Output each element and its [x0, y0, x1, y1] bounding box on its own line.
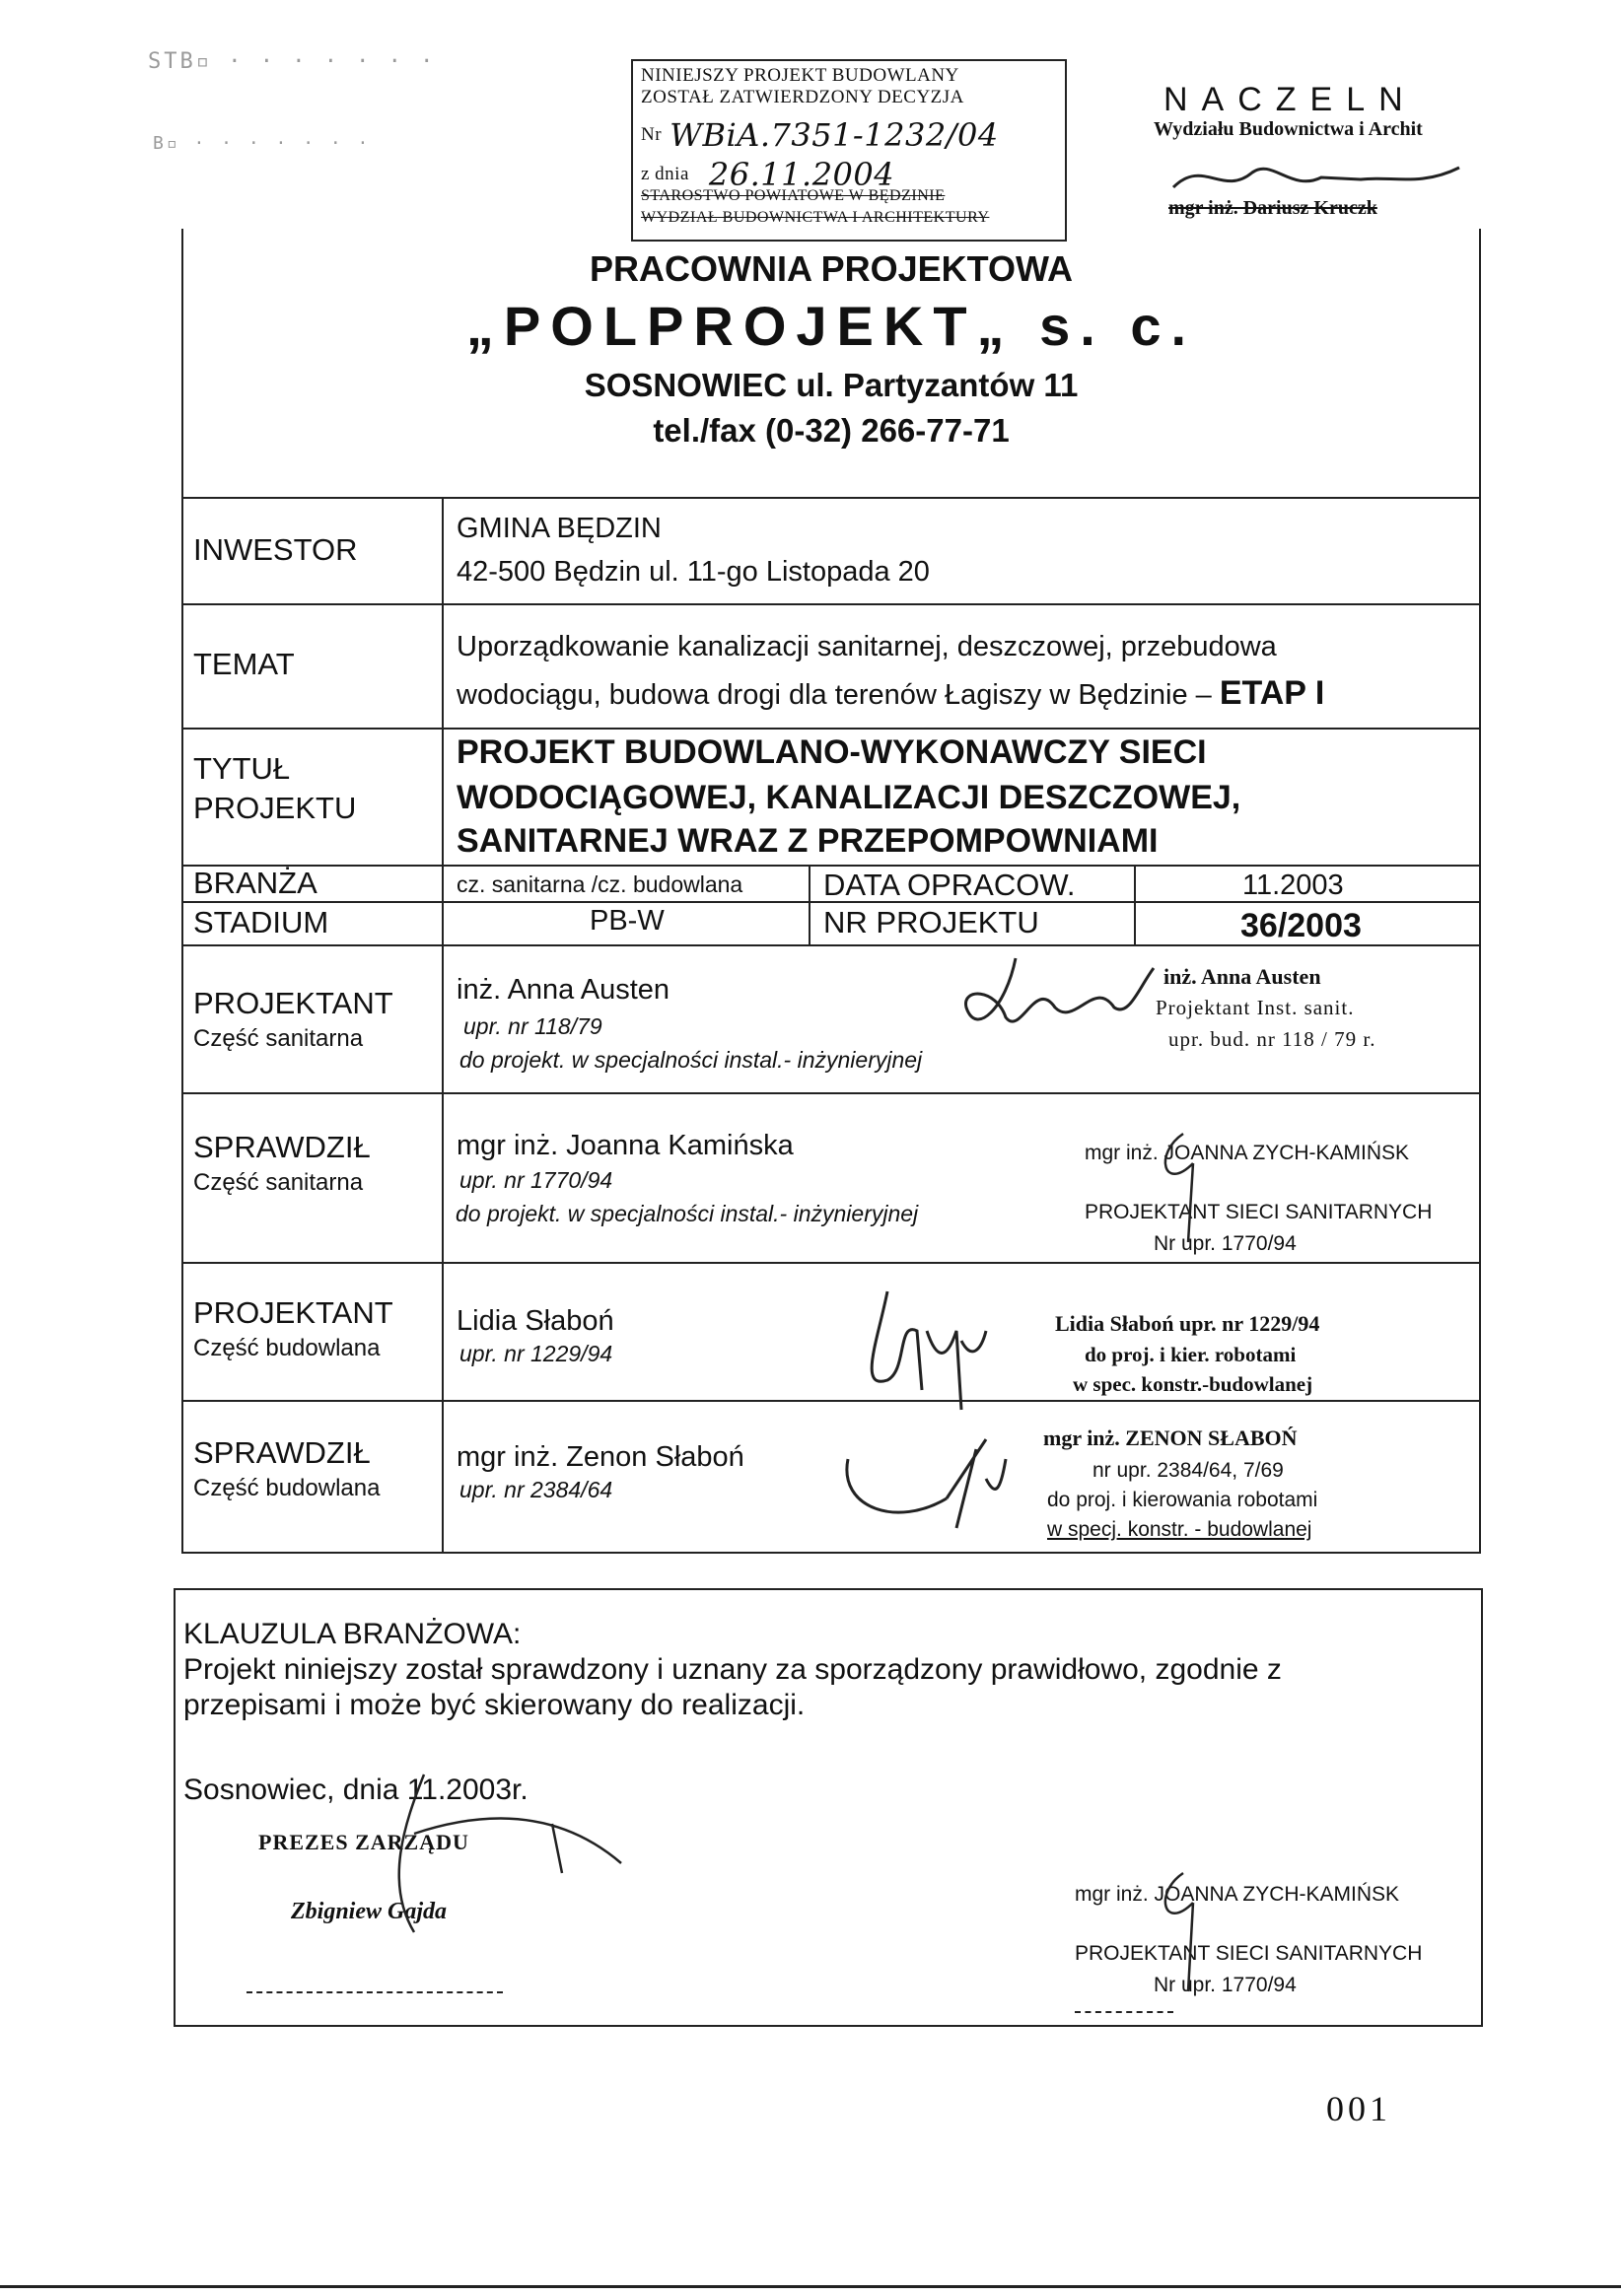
table-divider [181, 1400, 1481, 1402]
nr-projektu-value: 36/2003 [1240, 907, 1362, 944]
branza-value: cz. sanitarna /cz. budowlana [457, 871, 743, 897]
approval-stamp [631, 59, 1067, 242]
company-name: „POLPROJEKT„ s. c. [465, 295, 1197, 357]
person-role: SPRAWDZIŁ [193, 1435, 371, 1470]
clause-stamp-line: PROJEKTANT SIECI SANITARNYCH [1075, 1942, 1423, 1965]
table-divider [181, 865, 1481, 867]
person-stamp-line: PROJEKTANT SIECI SANITARNYCH [1085, 1201, 1433, 1223]
person-part: Część sanitarna [193, 1169, 364, 1196]
clause-title: KLAUZULA BRANŻOWA: [183, 1618, 522, 1650]
table-divider [181, 1092, 1481, 1094]
tytul-line-3: SANITARNEJ WRAZ Z PRZEPOMPOWNIAMI [457, 822, 1159, 860]
table-divider [181, 1552, 1481, 1554]
column-divider [809, 865, 810, 944]
clause-president-name: Zbigniew Gajda [291, 1899, 448, 1924]
header-right-name [1168, 197, 1377, 220]
nr-projektu-label: NR PROJEKTU [823, 905, 1039, 939]
faded-smudge: B▫ · · · · · · · [153, 133, 372, 154]
signature-icon [848, 1282, 1006, 1420]
person-stamp-line: upr. bud. nr 118 / 79 r. [1168, 1027, 1376, 1051]
person-stamp-line: Projektant Inst. sanit. [1156, 996, 1355, 1019]
signature-icon [947, 948, 1183, 1067]
stamp-date-label: z dnia [641, 164, 689, 184]
inwestor-address: 42-500 Będzin ul. 11-go Listopada 20 [457, 556, 930, 588]
temat-etap: ETAP I [1219, 674, 1325, 712]
person-role: PROJEKTANT [193, 986, 393, 1020]
signature-icon [1134, 1124, 1242, 1252]
person-name: Lidia Słaboń [457, 1305, 614, 1337]
tytul-line-2: WODOCIĄGOWEJ, KANALIZACJI DESZCZOWEJ, [457, 779, 1241, 816]
person-stamp-line: mgr inż. ZENON SŁABOŃ [1043, 1426, 1298, 1450]
person-upr: upr. nr 2384/64 [459, 1477, 613, 1502]
stamp-line-1: NINIEJSZY PROJEKT BUDOWLANY [641, 65, 959, 86]
person-stamp-line: nr upr. 2384/64, 7/69 [1092, 1459, 1284, 1482]
person-name: mgr inż. Joanna Kamińska [457, 1130, 794, 1161]
stamp-office-2: WYDZIAŁ BUDOWNICTWA I ARCHITEKTURY [641, 209, 990, 226]
temat-label: TEMAT [193, 647, 295, 681]
faded-smudge: STB▫ · · · · · · · [148, 49, 437, 74]
company-address: SOSNOWIEC ul. Partyzantów 11 [584, 367, 1079, 403]
person-spec: do projekt. w specjalności instal.- inżynieryjnej [459, 1047, 923, 1073]
stamp-line-2: ZOSTAŁ ZATWIERDZONY DECYZJA [641, 87, 964, 107]
company-phone: tel./fax (0-32) 266-77-71 [653, 412, 1010, 449]
clause-stamp-line: Nr upr. 1770/94 [1154, 1974, 1297, 1996]
bottom-rule [0, 2285, 1621, 2288]
table-divider [181, 1262, 1481, 1264]
inwestor-name: GMINA BĘDZIN [457, 513, 662, 544]
temat-line-2: wodociągu, budowa drogi dla terenów Łagiszy w Będzinie – [457, 679, 1212, 711]
temat-line-2-wrap [457, 674, 1324, 713]
table-divider [181, 497, 1481, 499]
person-name: mgr inż. Zenon Słaboń [457, 1441, 744, 1473]
person-stamp-line: w spec. konstr.-budowlanej [1073, 1372, 1313, 1396]
clause-line-2: przepisami i może być skierowany do realizacji. [183, 1689, 806, 1721]
person-stamp-line: w specj. konstr. - budowlanej [1047, 1518, 1312, 1541]
person-stamp-line: inż. Anna Austen [1163, 964, 1321, 989]
signature-icon [1134, 1863, 1242, 2001]
column-divider [442, 497, 444, 1552]
person-part: Część budowlana [193, 1475, 381, 1501]
temat-line-1: Uporządkowanie kanalizacji sanitarnej, deszczowej, przebudowa [457, 631, 1277, 662]
person-role: SPRAWDZIŁ [193, 1130, 371, 1164]
person-role: PROJEKTANT [193, 1295, 393, 1330]
column-divider [1134, 865, 1136, 944]
stamp-nr-value: WBiA.7351-1232/04 [670, 116, 999, 154]
table-divider [181, 728, 1481, 730]
clause-place-date: Sosnowiec, dnia 11.2003r. [183, 1774, 529, 1806]
tytul-label-1: TYTUŁ [193, 751, 291, 786]
clause-stamp-line: mgr inż. JOANNA ZYCH-KAMIŃSK [1075, 1883, 1400, 1906]
header-right-name-text: mgr inż. Dariusz Kruczk [1168, 197, 1377, 219]
inwestor-label: INWESTOR [193, 532, 358, 567]
company-line-1: PRACOWNIA PROJEKTOWA [589, 248, 1074, 289]
header-right-title: NACZELN [1163, 81, 1417, 118]
data-opracow-label: DATA OPRACOW. [823, 868, 1076, 902]
table-divider [181, 603, 1481, 605]
tytul-line-1: PROJEKT BUDOWLANO-WYKONAWCZY SIECI [457, 733, 1207, 771]
person-upr: upr. nr 1770/94 [459, 1167, 613, 1193]
person-part: Część sanitarna [193, 1025, 364, 1052]
signature-icon [828, 1420, 1025, 1548]
clause-president-title: PREZES ZARZĄDU [258, 1830, 469, 1854]
person-stamp-line: mgr inż. JOANNA ZYCH-KAMIŃSK [1085, 1142, 1410, 1164]
person-spec: do projekt. w specjalności instal.- inżynieryjnej [456, 1201, 919, 1226]
person-upr: upr. nr 118/79 [463, 1013, 602, 1039]
signature-icon [355, 1765, 631, 1942]
tytul-label-2: PROJEKTU [193, 791, 357, 825]
clause-line-1: Projekt niniejszy został sprawdzony i uznany za sporządzony prawidłowo, zgodnie z [183, 1653, 1282, 1686]
page-number: 001 [1326, 2089, 1391, 2128]
stadium-value: PB-W [590, 905, 665, 937]
person-stamp-line: do proj. i kierowania robotami [1047, 1489, 1318, 1511]
stadium-label: STADIUM [193, 905, 329, 939]
stamp-nr-label: Nr [641, 124, 663, 145]
person-stamp-line: Nr upr. 1770/94 [1154, 1232, 1297, 1255]
person-part: Część budowlana [193, 1335, 381, 1361]
person-stamp-text: Lidia Słaboń upr. nr 1229/94 [1055, 1311, 1320, 1336]
person-stamp-line [1055, 1311, 1319, 1337]
person-stamp-line: do proj. i kier. robotami [1085, 1343, 1297, 1366]
data-opracow-value: 11.2003 [1242, 870, 1344, 901]
signature-line [247, 1991, 503, 1993]
person-upr: upr. nr 1229/94 [459, 1341, 613, 1366]
signature-line [1075, 2011, 1173, 2013]
branza-label: BRANŻA [193, 866, 317, 900]
stamp-office-1: STAROSTWO POWIATOWE W BĘDZINIE [641, 187, 946, 204]
header-right-department: Wydziału Budownictwa i Archit [1154, 118, 1423, 140]
person-name: inż. Anna Austen [457, 974, 670, 1006]
stamp-date-value: 26.11.2004 [708, 156, 895, 193]
